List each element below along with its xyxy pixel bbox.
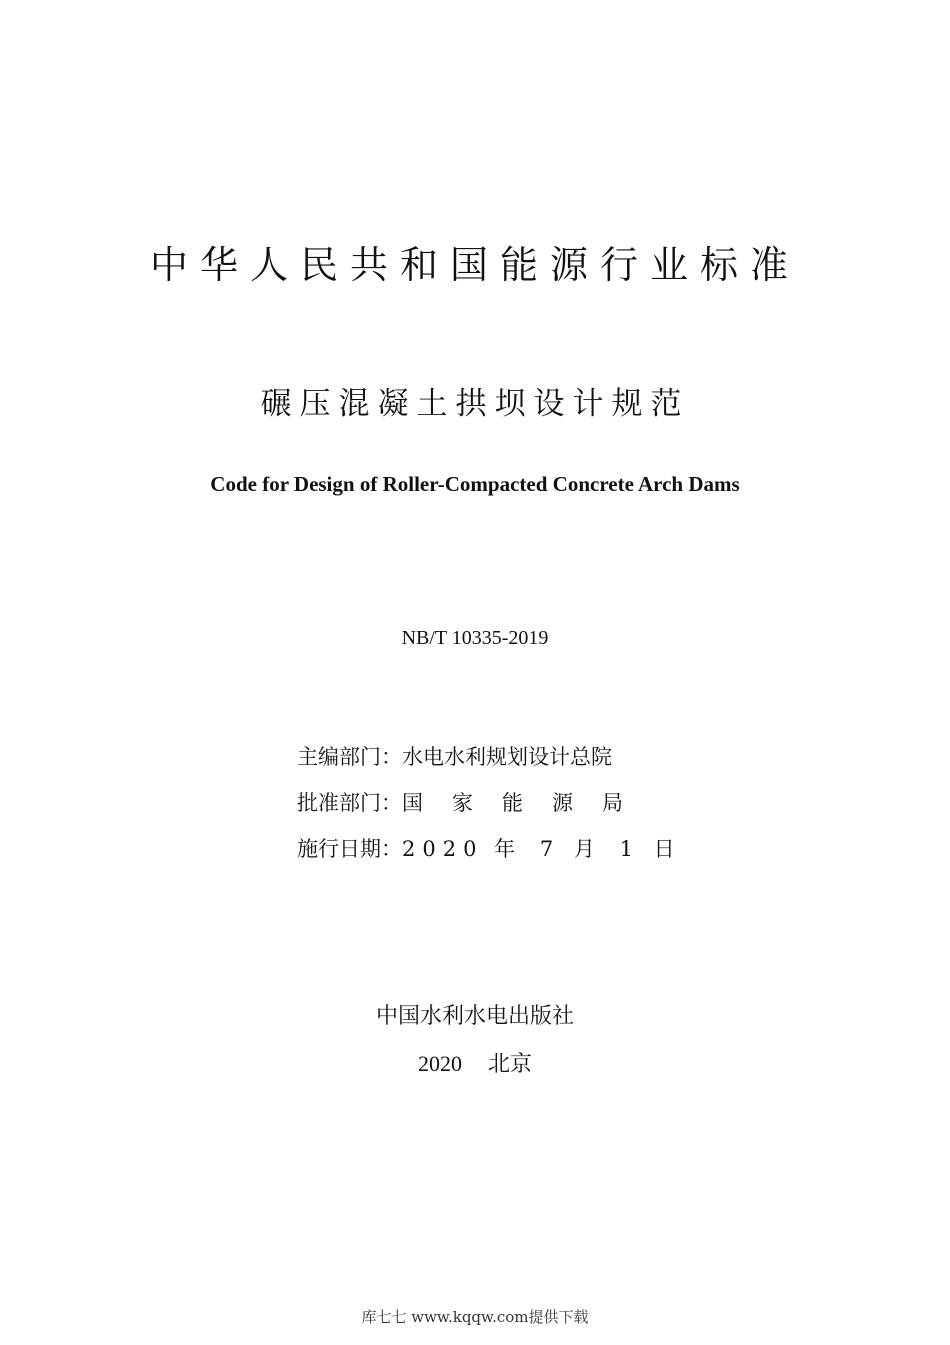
effective-date-value [402, 832, 675, 866]
effective-date-row [297, 832, 697, 866]
publication-city: 北京 [487, 1052, 532, 1077]
month-unit: 月 [573, 837, 595, 861]
effective-date-label: 施行日期： [297, 837, 402, 861]
approver-row [297, 786, 697, 820]
publication-line [0, 1047, 950, 1082]
standard-category-heading: 中华人民共和国能源行业标准 [149, 243, 800, 287]
publication-year: 2020 [417, 1051, 462, 1076]
effective-day: 1 [619, 837, 633, 861]
document-title-chinese: 碾压混凝土拱坝设计规范 [260, 386, 690, 422]
document-title-english: Code for Design of Roller-Compacted Concrete Arch Dams [210, 472, 740, 496]
effective-month: 7 [539, 837, 554, 861]
standard-number: NB/T 10335-2019 [401, 627, 549, 649]
editor-value: 水电水利规划设计总院 [402, 745, 612, 769]
publisher-name: 中国水利水电出版社 [375, 1004, 574, 1029]
editor-row [297, 740, 697, 774]
effective-year: 2020 [402, 837, 484, 861]
editor-label: 主编部门： [297, 745, 402, 769]
download-source-footer: 库七七 www.kqqw.com提供下载 [361, 1308, 589, 1326]
approver-value: 国家能源局 [402, 791, 652, 815]
year-unit: 年 [494, 837, 516, 861]
day-unit: 日 [653, 837, 675, 861]
approver-label: 批准部门： [297, 791, 402, 815]
